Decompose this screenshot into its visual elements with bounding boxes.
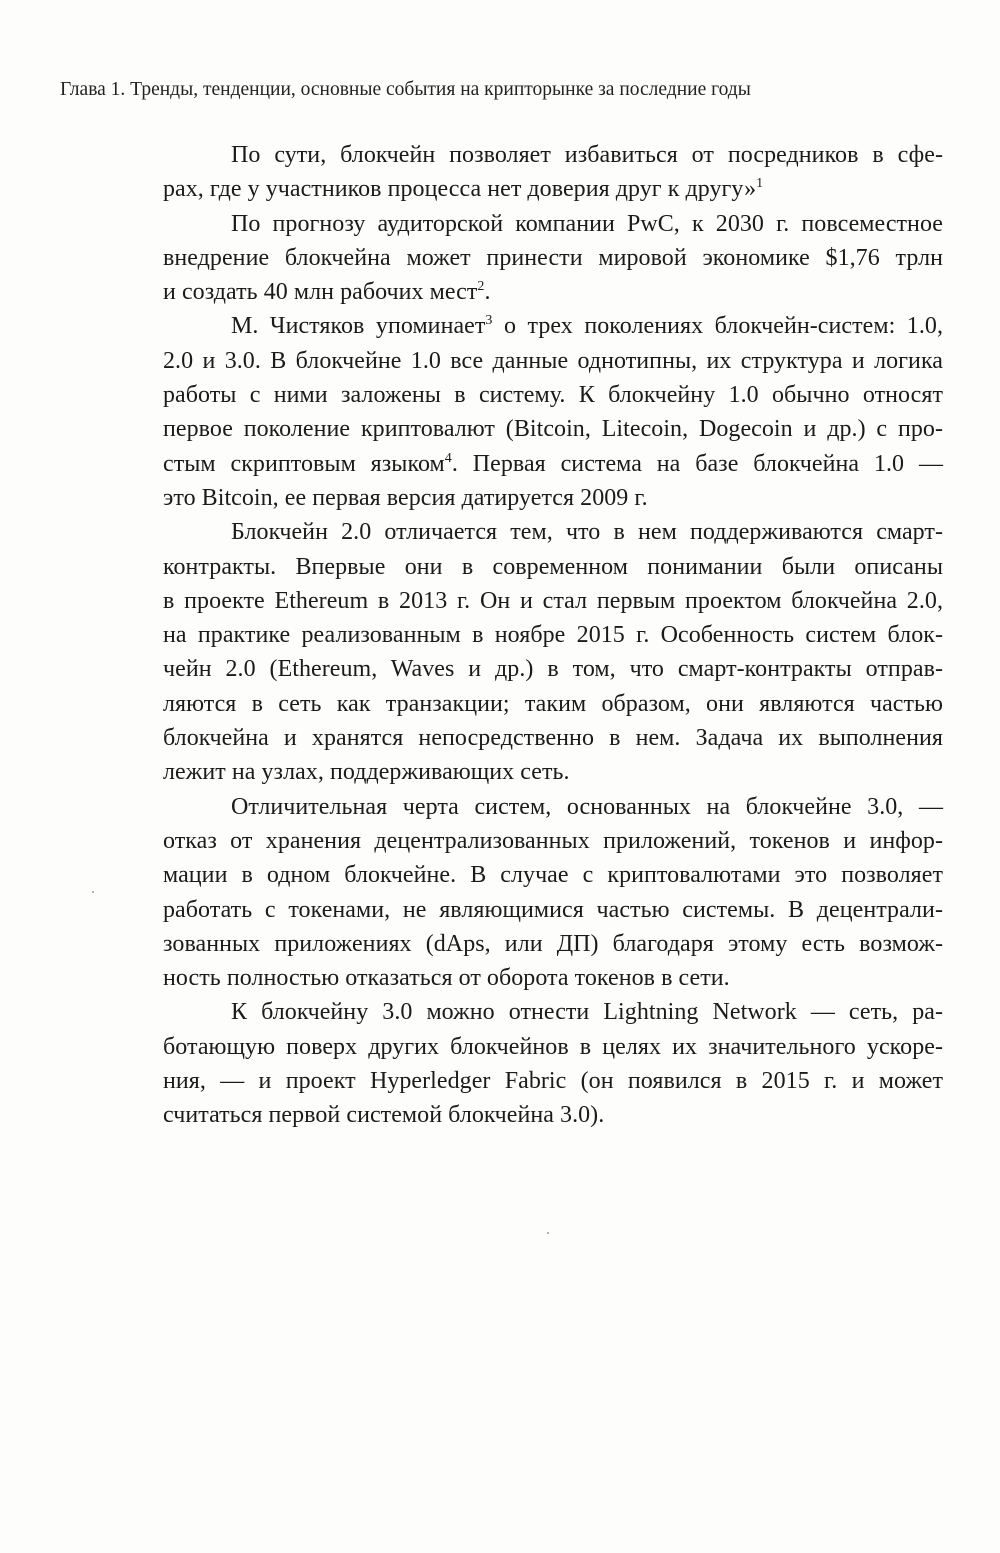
text-line: работы с ними заложены в систему. К блокчейну 1.0 обычно относят — [163, 382, 943, 409]
text-line: М. Чистяков упоминает$^3$ о трех поколениях блокчейн-систем: 1.0, — [231, 313, 943, 340]
text-line: в проекте Ethereum в 2013 г. Он и стал первым проектом блокчейна 2.0, — [163, 587, 943, 614]
text-line: считаться первой системой блокчейна 3.0). — [163, 1102, 605, 1129]
scan-speck — [547, 1232, 549, 1234]
text-line: работать с токенами, не являющимися частью системы. В децентрали- — [163, 896, 943, 923]
text-line: первое поколение криптовалют (Bitcoin, Litecoin, Dogecoin и др.) с про- — [163, 416, 943, 443]
text-line: и создать 40 млн рабочих мест$^2$. — [163, 279, 491, 306]
text-line: 2.0 и 3.0. В блокчейне 1.0 все данные однотипны, их структура и логика — [163, 347, 943, 374]
text-line: блокчейна и хранятся непосредственно в нем. Задача их выполнения — [163, 725, 943, 752]
running-header: Глава 1. Тренды, тенденции, основные события на крипторынке за последние годы — [60, 79, 751, 100]
text-line: По прогнозу аудиторской компании PwC, к 2030 г. повсеместное — [231, 210, 943, 237]
text-line: на практике реализованным в ноябре 2015 г. Особенность систем блок- — [163, 622, 943, 649]
footnote-ref[interactable]: 3 — [485, 313, 493, 329]
text-line: отказ от хранения децентрализованных приложений, токенов и инфор- — [163, 827, 943, 854]
text-line: лежит на узлах, поддерживающих сеть. — [163, 759, 570, 786]
text-line: рах, где у участников процесса нет доверия друг к другу»$^1$ — [163, 176, 764, 203]
text-line: Блокчейн 2.0 отличается тем, что в нем поддерживаются смарт- — [231, 519, 943, 546]
footnote-ref[interactable]: 4 — [444, 450, 452, 466]
footnote-ref[interactable]: 1 — [756, 176, 764, 192]
text-line: ность полностью отказаться от оборота токенов в сети. — [163, 965, 730, 992]
text-line: ботающую поверх других блокчейнов в целях их значительного ускоре- — [163, 1033, 943, 1060]
text-line: Отличительная черта систем, основанных на блокчейне 3.0, — — [231, 793, 943, 820]
text-line: это Bitcoin, ее первая версия датируется 2009 г. — [163, 484, 648, 511]
scan-speck — [92, 891, 94, 893]
text-line: внедрение блокчейна может принести мировой экономике $1,76 трлн — [163, 244, 943, 271]
text-line: стым скриптовым языком$^4$. Первая система на базе блокчейна 1.0 — — [163, 450, 943, 477]
text-line: По сути, блокчейн позволяет избавиться от посредников в сфе- — [231, 142, 943, 168]
body-text — [163, 138, 943, 1133]
text-line: чейн 2.0 (Ethereum, Waves и др.) в том, что смарт-контракты отправ- — [163, 656, 943, 683]
text-line: ния, — и проект Hyperledger Fabric (он появился в 2015 г. и может — [163, 1068, 943, 1095]
text-line: К блокчейну 3.0 можно отнести Lightning Network — сеть, ра- — [231, 999, 943, 1026]
text-line: зованных приложениях (dAps, или ДП) благодаря этому есть возмож- — [163, 930, 943, 957]
text-line: контракты. Впервые они в современном понимании были описаны — [163, 553, 943, 580]
footnote-ref[interactable]: 2 — [477, 279, 485, 295]
text-line: ляются в сеть как транзакции; таким образом, они являются частью — [163, 690, 943, 717]
text-line: мации в одном блокчейне. В случае с криптовалютами это позволяет — [163, 862, 943, 889]
